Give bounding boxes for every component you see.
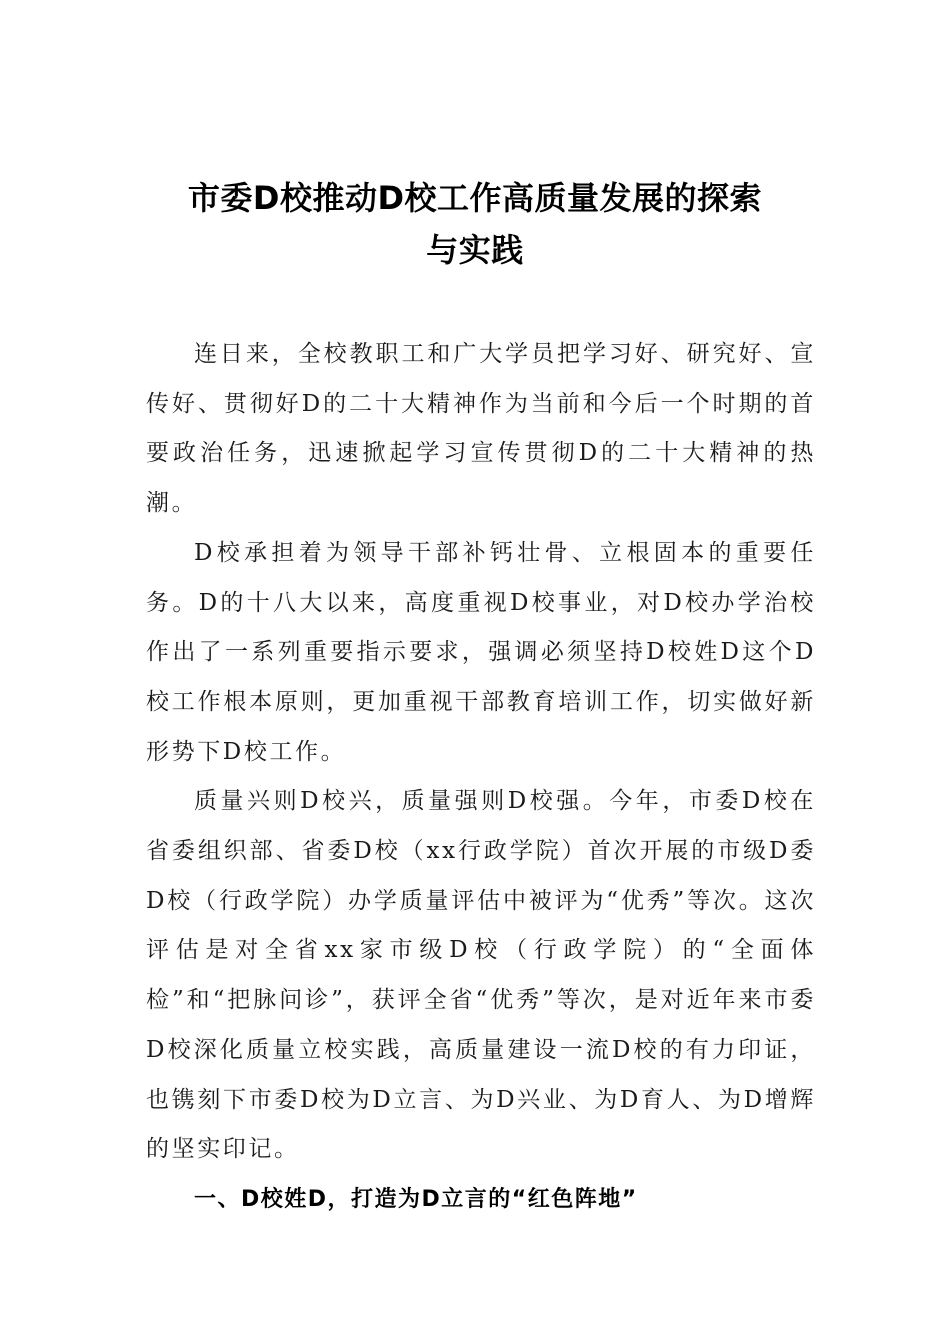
- title-line-1: 市委D校推动D校工作高质量发展的探索: [187, 179, 763, 217]
- title-line-2: 与实践: [426, 231, 524, 269]
- section-heading: 一、D校姓D，打造为D立言的“红色阵地”: [194, 1186, 638, 1212]
- document-title: [130, 172, 820, 276]
- paragraph-2: D校承担着为领导干部补钙壮骨、立根固本的重要任务。D的十八大以来，高度重视D校事业，对D校办学治校作出了一系列重要指示要求，强调必须坚持D校姓D这个D校工作根本原则，更加重视干部教育培训工作，切实做好新形势下D校工作。: [146, 539, 816, 765]
- paragraph-1: 连日来，全校教职工和广大学员把学习好、研究好、宣传好、贯彻好D的二十大精神作为当前和今后一个时期的首要政治任务，迅速掀起学习宣传贯彻D的二十大精神的热潮。: [146, 341, 816, 517]
- paragraph-3: 质量兴则D校兴，质量强则D校强。今年，市委D校在省委组织部、省委D校（xx行政学院）首次开展的市级D委D校（行政学院）办学质量评估中被评为“优秀”等次。这次评估是对全省xx家市级D校（行政学院）的“全面体检”和“把脉问诊”，获评全省“优秀”等次，是对近年来市委D校深化质量立校实践，高质量建设一流D校的有力印证，也镌刻下市委D校为D立言、为D兴业、为D育人、为D增辉的坚实印记。: [146, 788, 816, 1163]
- document-body: [146, 330, 816, 1225]
